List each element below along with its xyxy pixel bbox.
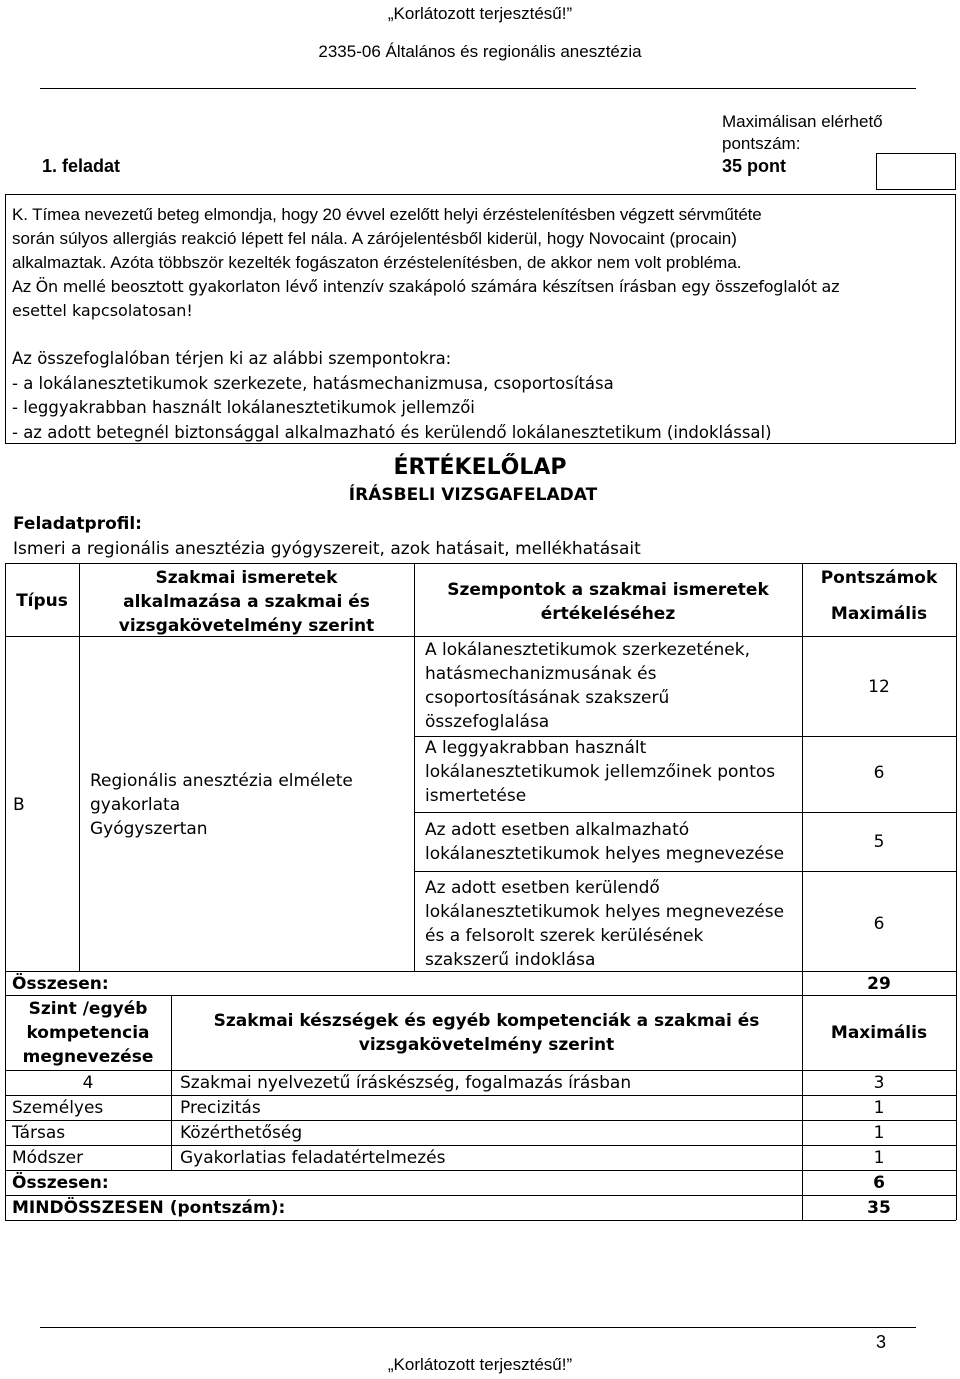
profile-label: Feladatprofil: — [13, 514, 142, 534]
level-cell: 4 — [82, 1073, 94, 1093]
criteria-max: 5 — [873, 832, 885, 852]
score-entry-box — [876, 153, 956, 190]
criteria-line: A lokálanesztetikumok szerkezetének, — [425, 640, 751, 660]
criteria-line: szakszerű indoklása — [425, 950, 596, 970]
criteria-line: lokálanesztetikumok helyes megnevezése — [425, 902, 785, 922]
skill-max: 1 — [873, 1098, 885, 1118]
restriction-footer: „Korlátozott terjesztésű!” — [387, 1355, 573, 1374]
col-level-line: Szint /egyéb — [28, 999, 148, 1019]
skill-cell: Precizitás — [180, 1098, 261, 1118]
point-item: - az adott betegnél biztonsággal alkalmazható és kerülendő lokálanesztetikum (indoklással) — [12, 422, 772, 442]
summary-points — [12, 347, 772, 445]
table1-border — [956, 563, 957, 995]
col-skills-line: Szakmai készségek és egyéb kompetenciák a szakmai és — [213, 1011, 760, 1031]
criteria-line: összefoglalása — [425, 712, 550, 732]
col-max-header: Maximális — [830, 604, 928, 624]
col-points-header: Pontszámok — [820, 568, 938, 588]
knowledge-line: gyakorlata — [90, 795, 181, 815]
grand-total-label: MINDÖSSZESEN (pontszám): — [12, 1198, 286, 1218]
level-cell: Személyes — [12, 1098, 104, 1118]
criteria-row — [425, 638, 750, 734]
criteria-line: hatásmechanizmusának és — [425, 664, 657, 684]
skill-cell: Szakmai nyelvezetű íráskészség, fogalmazás írásban — [180, 1073, 632, 1093]
max-points-label — [722, 111, 883, 155]
header-rule — [40, 88, 916, 89]
subject-header: 2335-06 Általános és regionális anesztézia — [318, 42, 642, 61]
criteria-line: Az adott esetben alkalmazható — [425, 820, 690, 840]
point-item: - leggyakrabban használt lokálanesztetikumok jellemzői — [12, 398, 475, 417]
table1-total-label: Összesen: — [12, 974, 109, 994]
table2-total-label: Összesen: — [12, 1173, 109, 1193]
col-type-header: Típus — [16, 591, 68, 611]
col-criteria-header — [414, 578, 802, 626]
criteria-line: csoportosításának szakszerű — [425, 688, 670, 708]
col-criteria-line: értékeléséhez — [540, 604, 676, 624]
col-max-header-2: Maximális — [830, 1023, 928, 1043]
evaluation-title: ÉRTÉKELŐLAP — [393, 455, 567, 480]
case-line: alkalmaztak. Azóta többször kezelték fogászaton érzéstelenítésben, de akkor nem volt probléma. — [12, 253, 742, 272]
knowledge-value — [90, 769, 353, 841]
max-label-line-1: Maximálisan elérhető — [722, 112, 883, 131]
type-value: B — [13, 795, 25, 815]
criteria-row — [425, 818, 784, 866]
skill-max: 1 — [873, 1123, 885, 1143]
col-knowledge-line: Szakmai ismeretek — [155, 568, 338, 588]
profile-text: Ismeri a regionális anesztézia gyógyszereit, azok hatásait, mellékhatásait — [13, 539, 641, 559]
footer-rule — [40, 1327, 916, 1328]
page-number: 3 — [876, 1332, 887, 1352]
col-level-line: megnevezése — [22, 1047, 154, 1067]
case-line: során súlyos allergiás reakció lépett fel nála. A zárójelentésből kiderül, hogy Novocaint (procain) — [12, 229, 738, 248]
col-skills-line: vizsgakövetelmény szerint — [358, 1035, 615, 1055]
points-intro: Az összefoglalóban térjen ki az alábbi szempontokra: — [12, 349, 452, 368]
case-description — [12, 203, 952, 323]
criteria-line: Az adott esetben kerülendő — [425, 878, 660, 898]
knowledge-line: Regionális anesztézia elmélete — [90, 771, 353, 791]
col-level-line: kompetencia — [26, 1023, 150, 1043]
table1-border — [414, 812, 956, 813]
table1-border — [5, 563, 6, 995]
table2-total-value: 6 — [873, 1173, 885, 1193]
col-criteria-line: Szempontok a szakmai ismeretek — [447, 580, 769, 600]
knowledge-line: Gyógyszertan — [90, 819, 208, 839]
evaluation-subtitle: ÍRÁSBELI VIZSGAFELADAT — [348, 485, 598, 505]
case-line: Az Ön mellé beosztott gyakorlaton lévő intenzív szakápoló számára készítsen írásban egy összefoglalót az — [12, 277, 840, 296]
criteria-row — [425, 736, 775, 808]
criteria-line: lokálanesztetikumok helyes megnevezése — [425, 844, 785, 864]
criteria-max: 6 — [873, 914, 885, 934]
table1-border — [5, 563, 956, 564]
case-line: K. Tímea nevezetű beteg elmondja, hogy 20 évvel ezelőtt helyi érzéstelenítésben végzett sérvműtéte — [12, 205, 762, 224]
skill-max: 1 — [873, 1148, 885, 1168]
col-skills-header — [171, 1009, 802, 1057]
criteria-line: ismertetése — [425, 786, 527, 806]
level-cell: Társas — [12, 1123, 66, 1143]
criteria-max: 12 — [868, 677, 890, 697]
case-line: esettel kapcsolatosan! — [12, 301, 193, 320]
col-level-header — [5, 997, 171, 1069]
table1-border — [414, 871, 956, 872]
restriction-header: „Korlátozott terjesztésű!” — [387, 4, 573, 23]
criteria-line: lokálanesztetikumok jellemzőinek pontos — [425, 762, 776, 782]
col-knowledge-header — [79, 566, 414, 638]
point-item: - a lokálanesztetikumok szerkezete, hatásmechanizmusa, csoportosítása — [12, 373, 614, 393]
criteria-line: A leggyakrabban használt — [425, 738, 647, 758]
criteria-max: 6 — [873, 763, 885, 783]
max-label-line-2: pontszám: — [722, 134, 801, 153]
table2-border — [956, 995, 957, 1220]
table1-total-value: 29 — [867, 974, 891, 994]
criteria-line: és a felsorolt szerek kerülésének — [425, 926, 704, 946]
skill-max: 3 — [873, 1073, 885, 1093]
col-knowledge-line: alkalmazása a szakmai és — [123, 592, 370, 612]
task-title: 1. feladat — [42, 156, 121, 176]
col-knowledge-line: vizsgakövetelmény szerint — [118, 616, 375, 636]
skill-cell: Gyakorlatias feladatértelmezés — [180, 1148, 446, 1168]
level-cell: Módszer — [12, 1148, 84, 1168]
grand-total-value: 35 — [867, 1198, 891, 1218]
skill-cell: Közérthetőség — [180, 1123, 303, 1143]
table2-border — [5, 1220, 956, 1221]
criteria-row — [425, 876, 784, 972]
max-points-value: 35 pont — [722, 156, 787, 176]
